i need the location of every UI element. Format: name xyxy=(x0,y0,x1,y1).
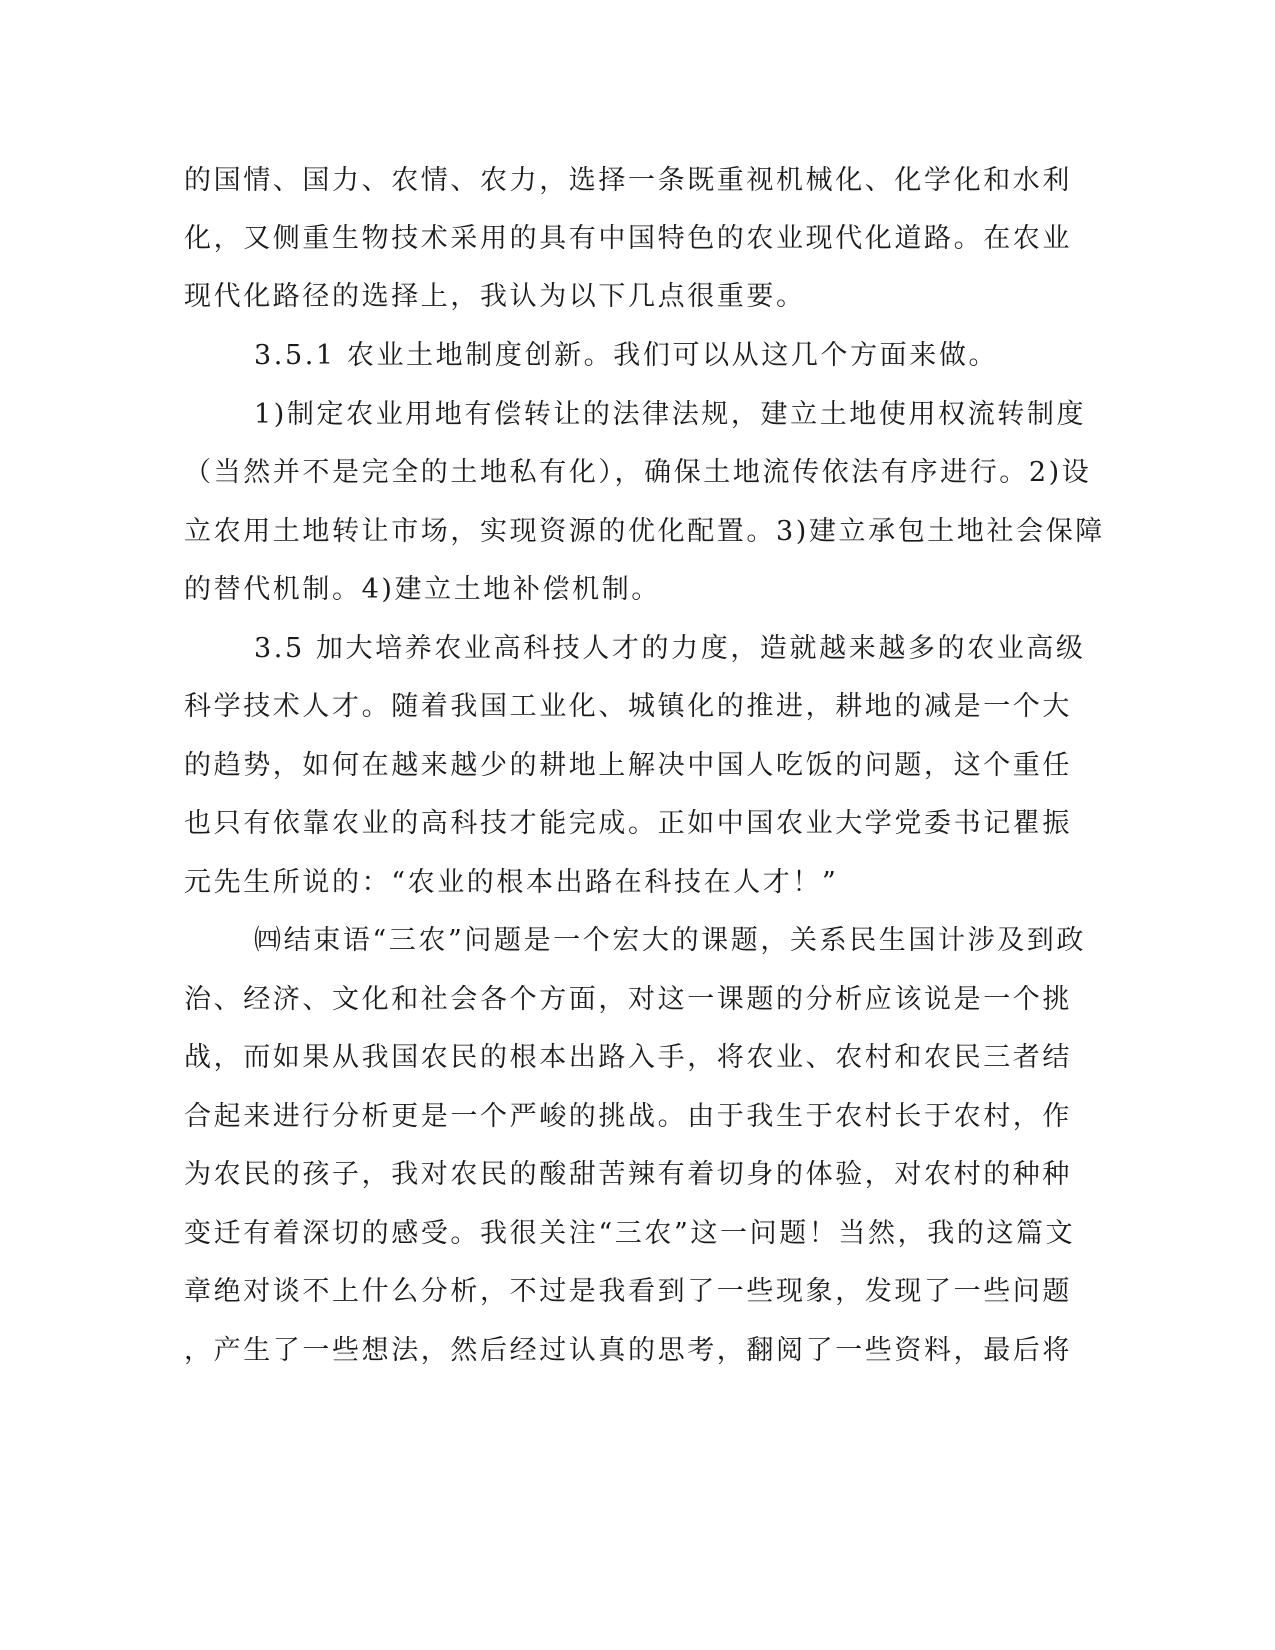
text-line: （当然并不是完全的土地私有化），确保土地流传依法有序进行。2)设 xyxy=(184,457,1092,488)
text-line: 合起来进行分析更是一个严峻的挑战。由于我生于农村长于农村，作 xyxy=(184,1101,1072,1132)
text-line: ，产生了一些想法，然后经过认真的思考，翻阅了一些资料，最后将 xyxy=(184,1335,1072,1366)
text-line: 的趋势，如何在越来越少的耕地上解决中国人吃饭的问题，这个重任 xyxy=(184,750,1072,781)
text-line: 的替代机制。4)建立土地补偿机制。 xyxy=(184,574,661,605)
text-line: 章绝对谈不上什么分析，不过是我看到了一些现象，发现了一些问题 xyxy=(184,1276,1072,1307)
text-line: 治、经济、文化和社会各个方面，对这一课题的分析应该说是一个挑 xyxy=(184,984,1072,1015)
text-line: 立农用土地转让市场，实现资源的优化配置。3)建立承包土地社会保障 xyxy=(184,516,1105,547)
section-heading-3-5: 3.5 加大培养农业高科技人才的力度，造就越来越多的农业高级 xyxy=(254,633,1086,664)
text-line: 也只有依靠农业的高科技才能完成。正如中国农业大学党委书记瞿振 xyxy=(184,808,1072,839)
text-line: 的国情、国力、农情、农力，选择一条既重视机械化、化学化和水利 xyxy=(184,165,1072,196)
text-line: 元先生所说的：“农业的根本出路在科技在人才！” xyxy=(184,867,839,898)
section-heading-3-5-1: 3.5.1 农业土地制度创新。我们可以从这几个方面来做。 xyxy=(254,340,999,371)
text-line: 科学技术人才。随着我国工业化、城镇化的推进，耕地的减是一个大 xyxy=(184,691,1072,722)
text-line: 为农民的孩子，我对农民的酸甜苦辣有着切身的体验，对农村的种种 xyxy=(184,1159,1072,1190)
text-line: 变迁有着深切的感受。我很关注“三农”这一问题！当然，我的这篇文 xyxy=(184,1218,1076,1249)
text-line: 现代化路径的选择上，我认为以下几点很重要。 xyxy=(184,281,806,312)
text-line: 1)制定农业用地有偿转让的法律法规，建立土地使用权流转制度 xyxy=(254,399,1087,430)
text-line: 战，而如果从我国农民的根本出路入手，将农业、农村和农民三者结 xyxy=(184,1042,1072,1073)
text-line: 化，又侧重生物技术采用的具有中国特色的农业现代化道路。在农业 xyxy=(184,223,1072,254)
section-heading-conclusion: ㈣结束语“三农”问题是一个宏大的课题，关系民生国计涉及到政 xyxy=(254,925,1087,956)
